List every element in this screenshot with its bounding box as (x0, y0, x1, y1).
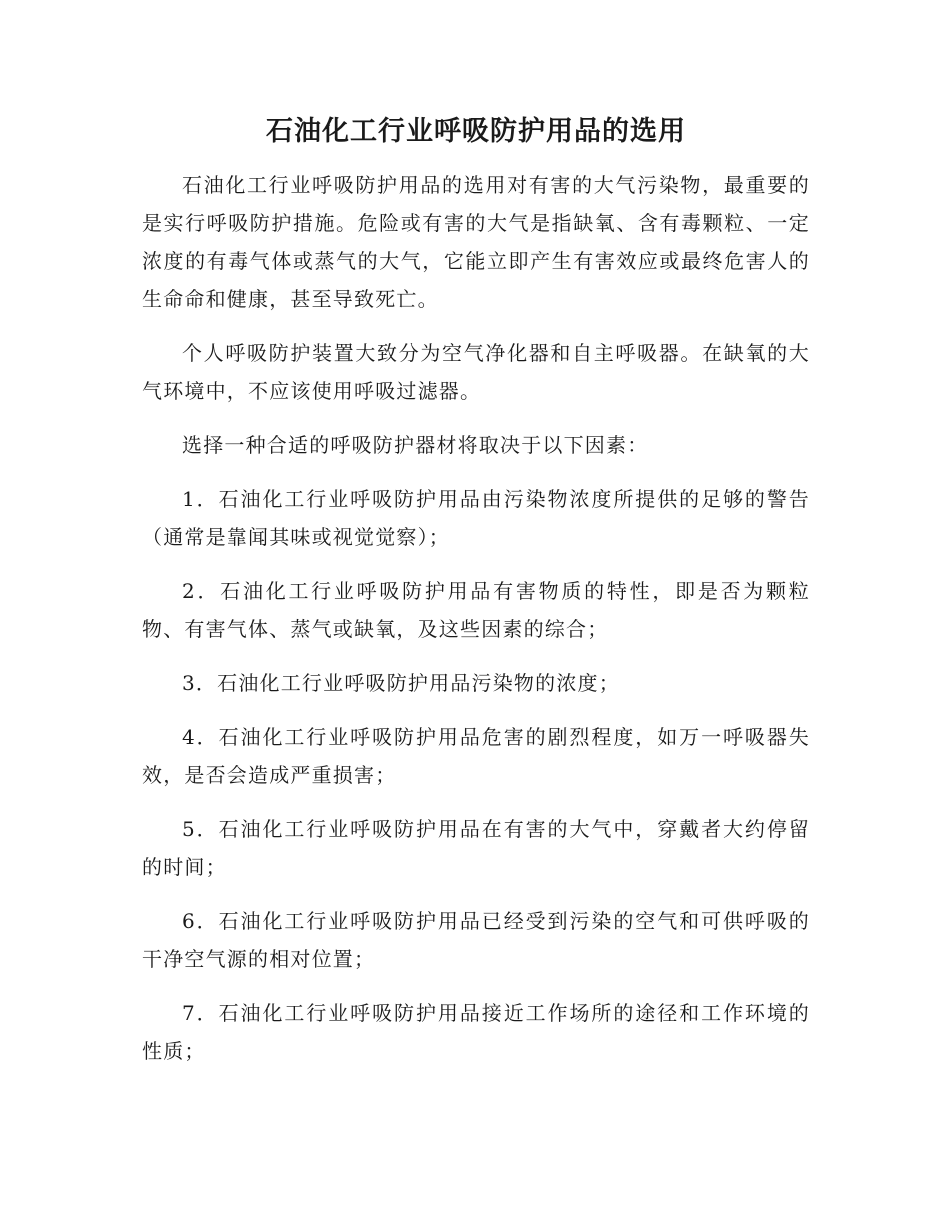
paragraph-device-types: 个人呼吸防护装置大致分为空气净化器和自主呼吸器。在缺氧的大气环境中，不应该使用呼吸过滤器。 (142, 341, 810, 403)
list-item-factor-7: 7．石油化工行业呼吸防护用品接近工作场所的途径和工作环境的性质； (142, 1001, 810, 1063)
page-title: 石油化工行业呼吸防护用品的选用 (266, 116, 686, 147)
list-item-factor-5: 5．石油化工行业呼吸防护用品在有害的大气中，穿戴者大约停留的时间； (142, 817, 810, 879)
list-item-factor-1: 1．石油化工行业呼吸防护用品由污染物浓度所提供的足够的警告（通常是靠闻其味或视觉觉察）； (142, 487, 810, 549)
list-item-factor-2: 2．石油化工行业呼吸防护用品有害物质的特性，即是否为颗粒物、有害气体、蒸气或缺氧，及这些因素的综合； (142, 579, 810, 641)
paragraph-intro: 石油化工行业呼吸防护用品的选用对有害的大气污染物，最重要的是实行呼吸防护措施。危险或有害的大气是指缺氧、含有毒颗粒、一定浓度的有毒气体或蒸气的大气，它能立即产生有害效应或最终危害人的生命命和健康，甚至导致死亡。 (142, 173, 810, 311)
list-item-factor-3: 3．石油化工行业呼吸防护用品污染物的浓度； (182, 671, 620, 695)
paragraph-factors-intro: 选择一种合适的呼吸防护器材将取决于以下因素： (182, 433, 649, 457)
list-item-factor-6: 6．石油化工行业呼吸防护用品已经受到污染的空气和可供呼吸的干净空气源的相对位置； (142, 909, 810, 971)
list-item-factor-4: 4．石油化工行业呼吸防护用品危害的剧烈程度，如万一呼吸器失效，是否会造成严重损害； (142, 725, 810, 787)
